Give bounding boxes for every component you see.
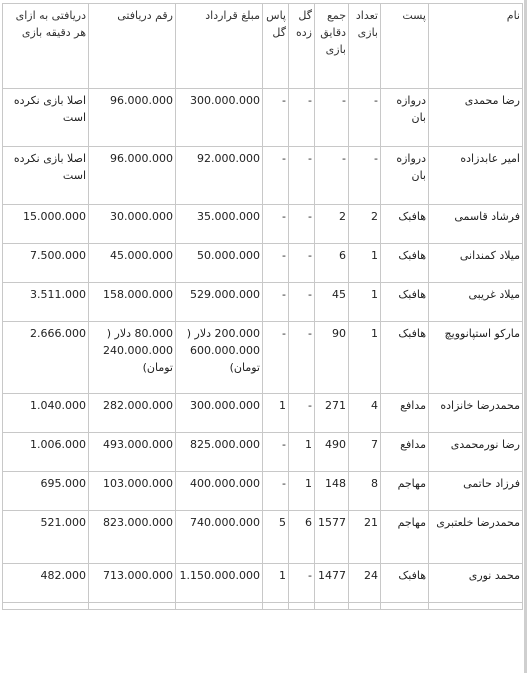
cell-goals: - bbox=[289, 244, 315, 283]
header-row bbox=[3, 4, 523, 89]
table-row bbox=[3, 244, 523, 283]
cell-games: 1 bbox=[349, 283, 381, 322]
cell-games: 1 bbox=[349, 244, 381, 283]
cell-contract: 92.000.000 bbox=[176, 147, 263, 205]
cell-goals: - bbox=[289, 322, 315, 394]
cell-per-minute: 3.511.000 bbox=[3, 283, 89, 322]
contract-line: تومان) bbox=[229, 361, 260, 374]
cell-contract: 1.150.000.000 bbox=[176, 564, 263, 603]
cell-received: 282.000.000 bbox=[89, 394, 176, 433]
cell-minutes: - bbox=[315, 89, 349, 147]
cell-per-minute: 2.666.000 bbox=[3, 322, 89, 394]
cell-position: هافبک bbox=[381, 244, 429, 283]
table-row bbox=[3, 205, 523, 244]
cell-position: مدافع bbox=[381, 394, 429, 433]
cell-name: محمدرضا خانزاده bbox=[429, 394, 523, 433]
contract-line: 200.000 دلار ( bbox=[186, 327, 260, 340]
table-row bbox=[3, 89, 523, 147]
cell-received bbox=[89, 322, 176, 394]
header-minutes: جمع دقایق بازی bbox=[315, 4, 349, 89]
cell-per-minute: 15.000.000 bbox=[3, 205, 89, 244]
empty-cell bbox=[176, 603, 263, 610]
cell-minutes: - bbox=[315, 147, 349, 205]
cell-minutes: 490 bbox=[315, 433, 349, 472]
cell-games: 21 bbox=[349, 511, 381, 564]
cell-goals: 1 bbox=[289, 433, 315, 472]
cell-assists: - bbox=[263, 283, 289, 322]
cell-games: 8 bbox=[349, 472, 381, 511]
table-row bbox=[3, 322, 523, 394]
header-games: تعداد بازی bbox=[349, 4, 381, 89]
cell-position: مدافع bbox=[381, 433, 429, 472]
cell-per-minute: اصلا بازی نکرده است bbox=[3, 89, 89, 147]
cell-contract: 529.000.000 bbox=[176, 283, 263, 322]
cell-per-minute: 1.006.000 bbox=[3, 433, 89, 472]
cell-name: محمدرضا خلعتبری bbox=[429, 511, 523, 564]
cell-name: رضا نورمحمدی bbox=[429, 433, 523, 472]
contract-line: 600.000.000 bbox=[190, 344, 260, 357]
cell-minutes: 271 bbox=[315, 394, 349, 433]
cell-goals: - bbox=[289, 89, 315, 147]
cell-contract bbox=[176, 322, 263, 394]
cell-minutes: 2 bbox=[315, 205, 349, 244]
received-line: 240.000.000 bbox=[103, 344, 173, 357]
cell-received: 30.000.000 bbox=[89, 205, 176, 244]
cell-games: 7 bbox=[349, 433, 381, 472]
cell-position: مهاجم bbox=[381, 472, 429, 511]
cell-assists: - bbox=[263, 472, 289, 511]
cell-assists: - bbox=[263, 322, 289, 394]
cell-position: مهاجم bbox=[381, 511, 429, 564]
header-position: پست bbox=[381, 4, 429, 89]
cell-assists: - bbox=[263, 147, 289, 205]
cell-goals: 6 bbox=[289, 511, 315, 564]
header-received: رقم دریافتی bbox=[89, 4, 176, 89]
table-row-partial bbox=[3, 603, 523, 610]
cell-minutes: 1577 bbox=[315, 511, 349, 564]
cell-assists: 1 bbox=[263, 394, 289, 433]
empty-cell bbox=[263, 603, 289, 610]
header-assists: پاس گل bbox=[263, 4, 289, 89]
received-line: تومان) bbox=[142, 361, 173, 374]
cell-games: 1 bbox=[349, 322, 381, 394]
cell-minutes: 45 bbox=[315, 283, 349, 322]
header-name: نام bbox=[429, 4, 523, 89]
cell-contract: 35.000.000 bbox=[176, 205, 263, 244]
cell-name: مارکو استپانوویچ bbox=[429, 322, 523, 394]
cell-goals: 1 bbox=[289, 472, 315, 511]
cell-assists: - bbox=[263, 205, 289, 244]
salary-table bbox=[2, 3, 523, 610]
cell-goals: - bbox=[289, 394, 315, 433]
cell-position: هافبک bbox=[381, 564, 429, 603]
cell-name: محمد نوری bbox=[429, 564, 523, 603]
cell-contract: 825.000.000 bbox=[176, 433, 263, 472]
empty-cell bbox=[89, 603, 176, 610]
cell-position: هافبک bbox=[381, 283, 429, 322]
cell-position: هافبک bbox=[381, 205, 429, 244]
cell-minutes: 6 bbox=[315, 244, 349, 283]
cell-position: دروازه بان bbox=[381, 147, 429, 205]
cell-minutes: 148 bbox=[315, 472, 349, 511]
empty-cell bbox=[429, 603, 523, 610]
header-per-minute: دریافتی به ازای هر دقیقه بازی bbox=[3, 4, 89, 89]
table-row bbox=[3, 394, 523, 433]
cell-games: 4 bbox=[349, 394, 381, 433]
table-row bbox=[3, 147, 523, 205]
cell-per-minute: اصلا بازی نکرده است bbox=[3, 147, 89, 205]
cell-name: فرزاد حاتمی bbox=[429, 472, 523, 511]
empty-cell bbox=[349, 603, 381, 610]
cell-assists: 5 bbox=[263, 511, 289, 564]
empty-cell bbox=[289, 603, 315, 610]
cell-name: رضا محمدی bbox=[429, 89, 523, 147]
cell-goals: - bbox=[289, 205, 315, 244]
cell-name: امیر عابدزاده bbox=[429, 147, 523, 205]
cell-assists: - bbox=[263, 89, 289, 147]
cell-per-minute: 1.040.000 bbox=[3, 394, 89, 433]
table-row bbox=[3, 511, 523, 564]
cell-minutes: 90 bbox=[315, 322, 349, 394]
cell-assists: 1 bbox=[263, 564, 289, 603]
table-row bbox=[3, 433, 523, 472]
cell-assists: - bbox=[263, 433, 289, 472]
cell-name: میلاد غریبی bbox=[429, 283, 523, 322]
cell-position: هافبک bbox=[381, 322, 429, 394]
empty-cell bbox=[315, 603, 349, 610]
table-row bbox=[3, 283, 523, 322]
cell-name: فرشاد قاسمی bbox=[429, 205, 523, 244]
cell-contract: 300.000.000 bbox=[176, 89, 263, 147]
cell-per-minute: 521.000 bbox=[3, 511, 89, 564]
cell-minutes: 1477 bbox=[315, 564, 349, 603]
cell-received: 713.000.000 bbox=[89, 564, 176, 603]
cell-goals: - bbox=[289, 283, 315, 322]
cell-received: 823.000.000 bbox=[89, 511, 176, 564]
table-row bbox=[3, 564, 523, 603]
cell-games: - bbox=[349, 147, 381, 205]
cell-contract: 50.000.000 bbox=[176, 244, 263, 283]
cell-received: 103.000.000 bbox=[89, 472, 176, 511]
cell-received: 158.000.000 bbox=[89, 283, 176, 322]
cell-games: - bbox=[349, 89, 381, 147]
cell-games: 2 bbox=[349, 205, 381, 244]
table-row bbox=[3, 472, 523, 511]
cell-per-minute: 695.000 bbox=[3, 472, 89, 511]
empty-cell bbox=[381, 603, 429, 610]
cell-per-minute: 482.000 bbox=[3, 564, 89, 603]
cell-name: میلاد کمندانی bbox=[429, 244, 523, 283]
cell-received: 96.000.000 bbox=[89, 147, 176, 205]
cell-position: دروازه بان bbox=[381, 89, 429, 147]
received-line: 80.000 دلار ( bbox=[106, 327, 173, 340]
cell-goals: - bbox=[289, 147, 315, 205]
cell-games: 24 bbox=[349, 564, 381, 603]
header-contract: مبلغ قرارداد bbox=[176, 4, 263, 89]
cell-contract: 300.000.000 bbox=[176, 394, 263, 433]
cell-contract: 400.000.000 bbox=[176, 472, 263, 511]
cell-received: 96.000.000 bbox=[89, 89, 176, 147]
cell-received: 493.000.000 bbox=[89, 433, 176, 472]
cell-contract: 740.000.000 bbox=[176, 511, 263, 564]
cell-received: 45.000.000 bbox=[89, 244, 176, 283]
cell-goals: - bbox=[289, 564, 315, 603]
cell-per-minute: 7.500.000 bbox=[3, 244, 89, 283]
empty-cell bbox=[3, 603, 89, 610]
header-goals: گل زده bbox=[289, 4, 315, 89]
cell-assists: - bbox=[263, 244, 289, 283]
